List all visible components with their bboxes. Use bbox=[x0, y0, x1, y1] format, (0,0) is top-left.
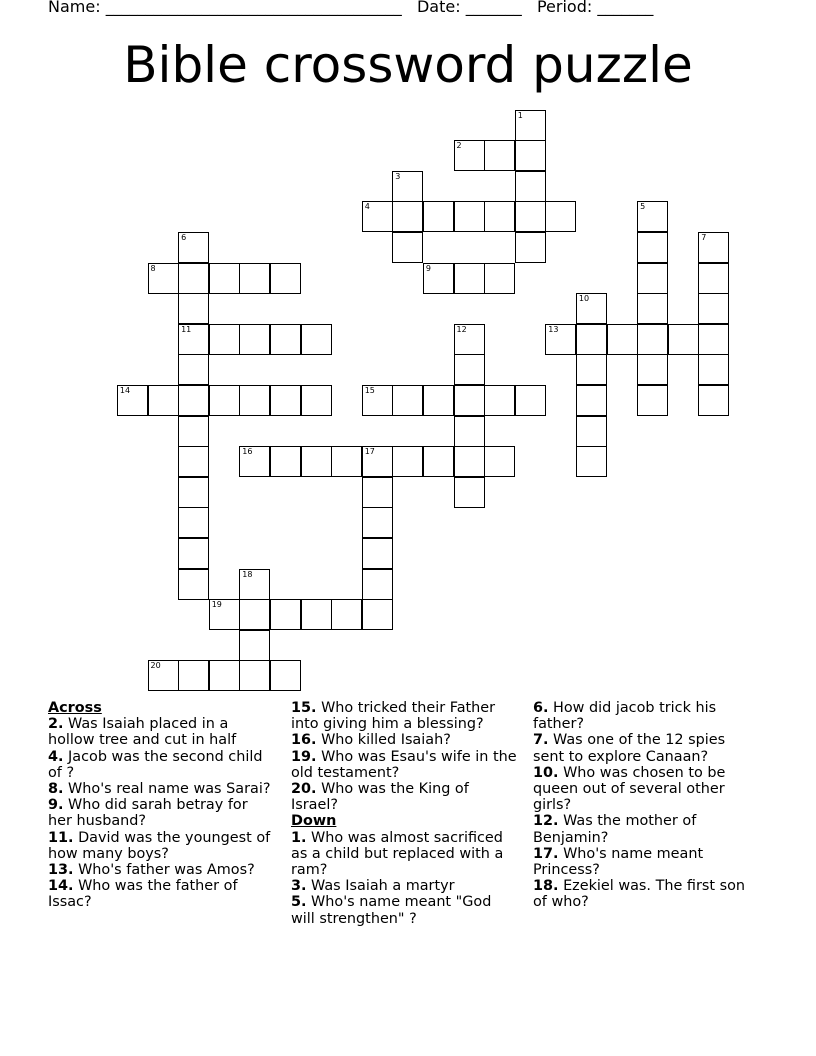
grid-cell[interactable] bbox=[484, 201, 515, 232]
clue-number: 8 bbox=[150, 263, 156, 273]
grid-cell[interactable] bbox=[209, 660, 240, 691]
period-line[interactable]: _______ bbox=[597, 0, 654, 16]
grid-cell[interactable] bbox=[392, 171, 423, 202]
grid-cell[interactable] bbox=[301, 385, 332, 416]
grid-cell[interactable] bbox=[209, 324, 240, 355]
grid-cell[interactable] bbox=[698, 324, 729, 355]
clue-across-15: 15. Who tricked their Father into giving him a blessing? bbox=[291, 700, 496, 733]
grid-cell[interactable] bbox=[270, 599, 301, 630]
clue-number: 18 bbox=[242, 569, 253, 579]
grid-cell[interactable] bbox=[239, 263, 270, 294]
grid-cell[interactable] bbox=[515, 201, 546, 232]
grid-cell[interactable] bbox=[576, 416, 607, 447]
clue-across-4: 4. Jacob was the second child of ? bbox=[48, 748, 263, 781]
grid-cell[interactable] bbox=[178, 569, 209, 600]
clue-number: 11 bbox=[181, 324, 192, 334]
grid-cell[interactable] bbox=[515, 110, 546, 141]
grid-cell[interactable] bbox=[270, 446, 301, 477]
clue-across-9: 9. Who did sarah betray for her husband? bbox=[48, 797, 248, 830]
clue-number: 4 bbox=[364, 202, 370, 212]
date-line[interactable]: _______ bbox=[465, 0, 522, 16]
grid-cell[interactable] bbox=[178, 263, 209, 294]
down-heading: Down bbox=[291, 813, 337, 830]
grid-cell[interactable] bbox=[239, 569, 270, 600]
clue-across-14: 14. Who was the father of Issac? bbox=[48, 878, 238, 911]
grid-cell[interactable] bbox=[270, 660, 301, 691]
clue-number: 3 bbox=[395, 171, 401, 181]
grid-cell[interactable] bbox=[484, 263, 515, 294]
grid-cell[interactable] bbox=[698, 263, 729, 294]
clue-number: 19 bbox=[211, 600, 222, 610]
grid-cell[interactable] bbox=[362, 446, 393, 477]
grid-cell[interactable] bbox=[454, 324, 485, 355]
grid-cell[interactable] bbox=[576, 354, 607, 385]
clue-number: 13 bbox=[548, 324, 559, 334]
grid-cell[interactable] bbox=[698, 354, 729, 385]
across-heading: Across bbox=[48, 700, 102, 716]
clue-column-1 bbox=[48, 700, 273, 911]
grid-cell[interactable] bbox=[270, 263, 301, 294]
page-title: Bible crossword puzzle bbox=[123, 36, 693, 94]
grid-cell[interactable] bbox=[545, 201, 576, 232]
clue-down-10: 10. Who was chosen to be queen out of several other girls? bbox=[533, 764, 726, 814]
grid-cell[interactable] bbox=[362, 201, 393, 232]
grid-cell[interactable] bbox=[178, 477, 209, 508]
grid-cell[interactable] bbox=[637, 293, 668, 324]
clue-across-11: 11. David was the youngest of how many boys? bbox=[48, 829, 271, 862]
grid-cell[interactable] bbox=[637, 354, 668, 385]
clue-column-3 bbox=[533, 700, 758, 911]
clue-across-2: 2. Was Isaiah placed in a hollow tree and cut in half bbox=[48, 716, 237, 749]
grid-cell[interactable] bbox=[209, 385, 240, 416]
grid-cell[interactable] bbox=[239, 630, 270, 661]
grid-cell[interactable] bbox=[178, 324, 209, 355]
grid-cell[interactable] bbox=[454, 263, 485, 294]
grid-cell[interactable] bbox=[392, 201, 423, 232]
grid-cell[interactable] bbox=[178, 416, 209, 447]
grid-cell[interactable] bbox=[239, 660, 270, 691]
grid-cell[interactable] bbox=[270, 385, 301, 416]
clue-down-18: 18. Ezekiel was. The first son of who? bbox=[533, 878, 746, 911]
grid-cell[interactable] bbox=[515, 385, 546, 416]
clue-number: 1 bbox=[517, 110, 523, 120]
grid-cell[interactable] bbox=[209, 599, 240, 630]
grid-cell[interactable] bbox=[423, 446, 454, 477]
clue-down-17: 17. Who's name meant Princess? bbox=[533, 845, 704, 879]
grid-cell[interactable] bbox=[423, 201, 454, 232]
clue-number: 6 bbox=[181, 232, 187, 242]
grid-cell[interactable] bbox=[637, 263, 668, 294]
grid-cell[interactable] bbox=[178, 538, 209, 569]
grid-cell[interactable] bbox=[148, 385, 179, 416]
grid-cell[interactable] bbox=[698, 385, 729, 416]
grid-cell[interactable] bbox=[331, 599, 362, 630]
clue-down-3: 3. Was Isaiah a martyr bbox=[291, 878, 455, 895]
grid-cell[interactable] bbox=[392, 232, 423, 263]
grid-cell[interactable] bbox=[454, 201, 485, 232]
grid-cell[interactable] bbox=[362, 385, 393, 416]
grid-cell[interactable] bbox=[270, 324, 301, 355]
grid-cell[interactable] bbox=[178, 660, 209, 691]
grid-cell[interactable] bbox=[178, 354, 209, 385]
clue-column-2 bbox=[291, 700, 519, 927]
grid-cell[interactable] bbox=[576, 293, 607, 324]
clue-number: 9 bbox=[425, 263, 431, 273]
clue-number: 7 bbox=[701, 232, 707, 242]
grid-cell[interactable] bbox=[239, 324, 270, 355]
grid-cell[interactable] bbox=[423, 263, 454, 294]
grid-cell[interactable] bbox=[178, 232, 209, 263]
grid-cell[interactable] bbox=[148, 660, 179, 691]
clue-number: 15 bbox=[364, 385, 375, 395]
clue-across-13: 13. Who's father was Amos? bbox=[48, 862, 255, 879]
grid-cell[interactable] bbox=[637, 385, 668, 416]
grid-cell[interactable] bbox=[454, 385, 485, 416]
grid-cell[interactable] bbox=[637, 324, 668, 355]
grid-cell[interactable] bbox=[423, 385, 454, 416]
grid-cell[interactable] bbox=[515, 232, 546, 263]
clue-across-19: 19. Who was Esau's wife in the old testament? bbox=[291, 748, 517, 781]
grid-cell[interactable] bbox=[301, 599, 332, 630]
clue-number: 2 bbox=[456, 141, 462, 151]
grid-cell[interactable] bbox=[576, 446, 607, 477]
grid-cell[interactable] bbox=[362, 477, 393, 508]
clue-number: 16 bbox=[242, 447, 253, 457]
clue-number: 17 bbox=[364, 447, 375, 457]
grid-cell[interactable] bbox=[637, 232, 668, 263]
grid-cell[interactable] bbox=[484, 385, 515, 416]
grid-cell[interactable] bbox=[454, 446, 485, 477]
grid-cell[interactable] bbox=[454, 354, 485, 385]
grid-cell[interactable] bbox=[454, 416, 485, 447]
grid-cell[interactable] bbox=[698, 232, 729, 263]
date-label: Date: bbox=[416, 0, 461, 16]
clue-down-12: 12. Was the mother of Benjamin? bbox=[533, 813, 697, 846]
grid-cell[interactable] bbox=[178, 446, 209, 477]
grid-cell[interactable] bbox=[484, 446, 515, 477]
grid-cell[interactable] bbox=[454, 140, 485, 171]
grid-cell[interactable] bbox=[576, 324, 607, 355]
period-label: Period: bbox=[536, 0, 593, 16]
grid-cell[interactable] bbox=[484, 140, 515, 171]
clue-across-8: 8. Who's real name was Sarai? bbox=[48, 781, 271, 798]
clue-number: 20 bbox=[150, 661, 161, 671]
clue-down-5: 5. Who's name meant "God will strengthen" ? bbox=[291, 894, 492, 927]
grid-cell[interactable] bbox=[362, 507, 393, 538]
grid-cell[interactable] bbox=[637, 201, 668, 232]
grid-cell[interactable] bbox=[362, 599, 393, 630]
grid-cell[interactable] bbox=[178, 293, 209, 324]
grid-cell[interactable] bbox=[239, 446, 270, 477]
grid-cell[interactable] bbox=[239, 385, 270, 416]
grid-cell[interactable] bbox=[178, 385, 209, 416]
grid-cell[interactable] bbox=[331, 446, 362, 477]
grid-cell[interactable] bbox=[148, 263, 179, 294]
grid-cell[interactable] bbox=[392, 385, 423, 416]
grid-cell[interactable] bbox=[362, 538, 393, 569]
clue-across-20: 20. Who was the King of Israel? bbox=[291, 781, 469, 814]
grid-cell[interactable] bbox=[209, 263, 240, 294]
grid-cell[interactable] bbox=[239, 599, 270, 630]
grid-cell[interactable] bbox=[301, 324, 332, 355]
name-line[interactable]: _____________________________________ bbox=[105, 0, 402, 16]
grid-cell[interactable] bbox=[515, 171, 546, 202]
grid-cell[interactable] bbox=[515, 140, 546, 171]
clue-number: 10 bbox=[578, 294, 590, 304]
name-label: Name: bbox=[48, 0, 101, 16]
clue-across-16: 16. Who killed Isaiah? bbox=[291, 732, 451, 749]
grid-cell[interactable] bbox=[301, 446, 332, 477]
grid-cell[interactable] bbox=[392, 446, 423, 477]
grid-cell[interactable] bbox=[117, 385, 148, 416]
grid-cell[interactable] bbox=[178, 507, 209, 538]
grid-cell[interactable] bbox=[698, 293, 729, 324]
grid-cell[interactable] bbox=[545, 324, 576, 355]
clue-down-1: 1. Who was almost sacrificed as a child but replaced with a ram? bbox=[291, 829, 504, 879]
grid-cell[interactable] bbox=[607, 324, 638, 355]
clue-number: 5 bbox=[640, 202, 646, 212]
grid-cell[interactable] bbox=[576, 385, 607, 416]
clue-down-7: 7. Was one of the 12 spies sent to explore Canaan? bbox=[533, 732, 726, 765]
grid-cell[interactable] bbox=[454, 477, 485, 508]
clue-number: 14 bbox=[119, 385, 131, 395]
clue-number: 12 bbox=[456, 324, 467, 334]
clue-down-6: 6. How did jacob trick his father? bbox=[533, 700, 717, 733]
grid-cell[interactable] bbox=[362, 569, 393, 600]
grid-cell[interactable] bbox=[668, 324, 699, 355]
